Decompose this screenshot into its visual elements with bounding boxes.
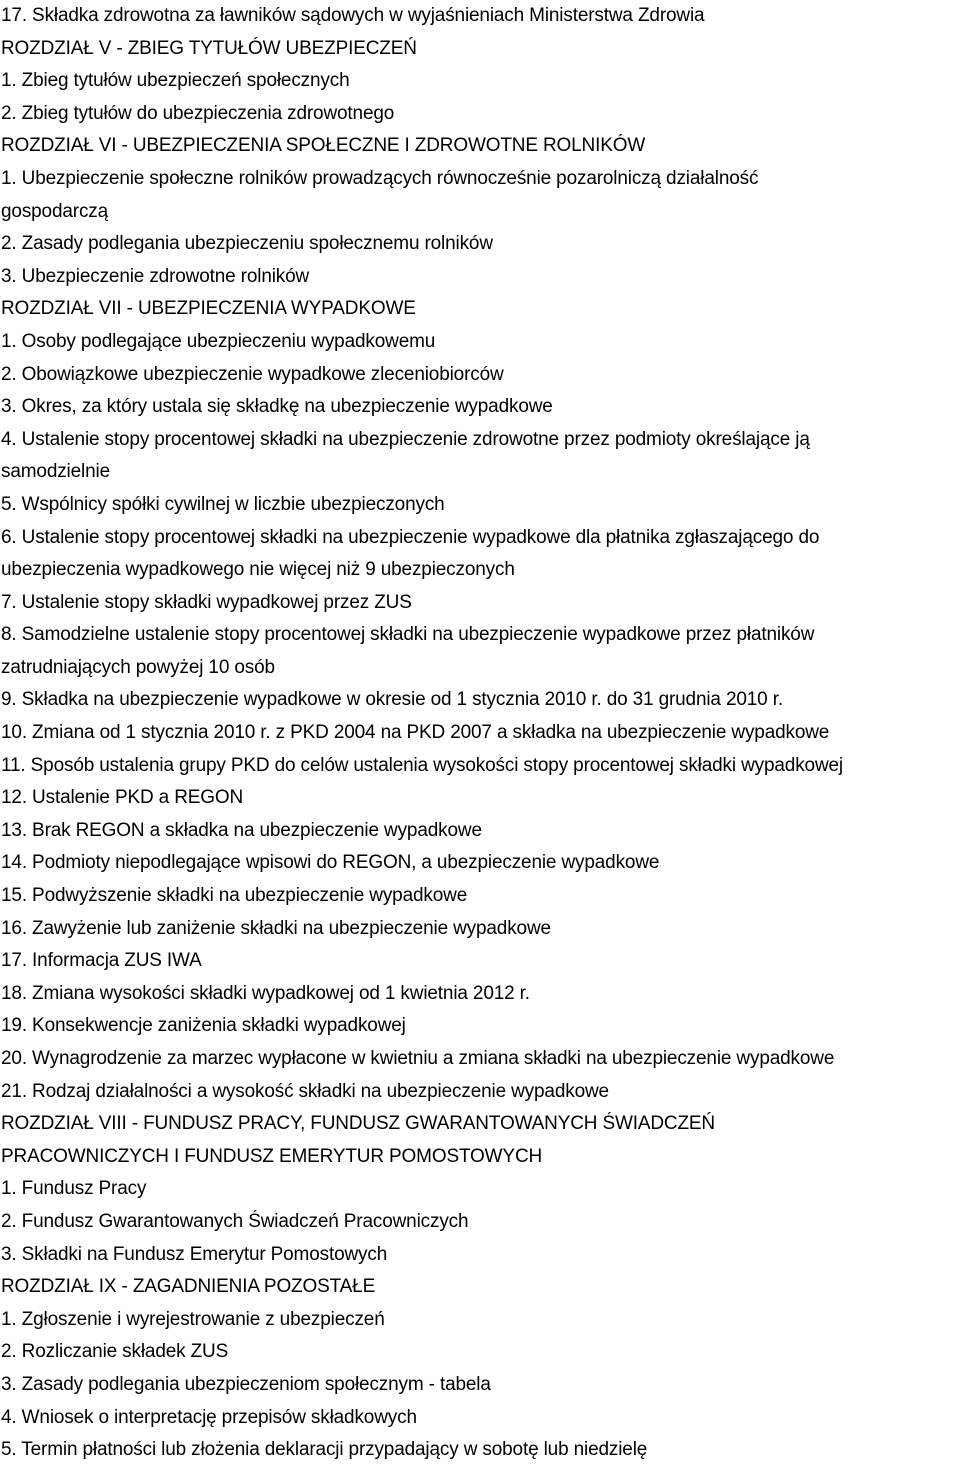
toc-entry: 1. Zbieg tytułów ubezpieczeń społecznych [1, 70, 350, 92]
toc-entry: 7. Ustalenie stopy składki wypadkowej przez ZUS [1, 591, 412, 613]
toc-entry: 3. Składki na Fundusz Emerytur Pomostowych [1, 1243, 388, 1265]
chapter-heading: ROZDZIAŁ VII - UBEZPIECZENIA WYPADKOWE [1, 298, 416, 320]
toc-entry: 1. Ubezpieczenie społeczne rolników prowadzących równocześnie pozarolniczą działalność [1, 167, 759, 189]
toc-entry: 14. Podmioty niepodlegające wpisowi do REGON, a ubezpieczenie wypadkowe [1, 852, 660, 874]
toc-entry: 2. Obowiązkowe ubezpieczenie wypadkowe zleceniobiorców [1, 363, 504, 385]
toc-entry-continuation: gospodarczą [1, 200, 109, 222]
toc-entry: 3. Zasady podlegania ubezpieczeniom społecznym - tabela [1, 1373, 491, 1395]
toc-entry: 6. Ustalenie stopy procentowej składki na ubezpieczenie wypadkowe dla płatnika zgłaszającego do [1, 526, 820, 548]
toc-entry: 2. Zasady podlegania ubezpieczeniu społecznemu rolników [1, 233, 493, 255]
chapter-heading: ROZDZIAŁ VIII - FUNDUSZ PRACY, FUNDUSZ GWARANTOWANYCH ŚWIADCZEŃ [1, 1113, 715, 1135]
toc-entry: 11. Sposób ustalenia grupy PKD do celów ustalenia wysokości stopy procentowej składki wypadkowej [1, 754, 843, 776]
toc-entry: 16. Zawyżenie lub zaniżenie składki na ubezpieczenie wypadkowe [1, 917, 551, 939]
toc-entry: 19. Konsekwencje zaniżenia składki wypadkowej [1, 1015, 406, 1037]
toc-entry: 20. Wynagrodzenie za marzec wypłacone w kwietniu a zmiana składki na ubezpieczenie wypadkowe [1, 1048, 835, 1069]
toc-entry-continuation: zatrudniających powyżej 10 osób [1, 656, 275, 678]
toc-entry: 10. Zmiana od 1 stycznia 2010 r. z PKD 2004 na PKD 2007 a składka na ubezpieczenie wypadkowe [1, 722, 830, 744]
chapter-heading: ROZDZIAŁ VI - UBEZPIECZENIA SPOŁECZNE I ZDROWOTNE ROLNIKÓW [1, 135, 646, 157]
toc-entry: 3. Ubezpieczenie zdrowotne rolników [1, 265, 310, 287]
toc-entry: 1. Zgłoszenie i wyrejestrowanie z ubezpieczeń [1, 1308, 385, 1330]
toc-entry-continuation: ubezpieczenia wypadkowego nie więcej niż 9 ubezpieczonych [1, 559, 515, 581]
toc-entry: 2. Rozliczanie składek ZUS [1, 1341, 229, 1363]
toc-entry: 12. Ustalenie PKD a REGON [1, 787, 244, 809]
toc-entry: 15. Podwyższenie składki na ubezpieczenie wypadkowe [1, 885, 468, 907]
toc-entry: 2. Zbieg tytułów do ubezpieczenia zdrowotnego [1, 102, 395, 124]
chapter-heading-continuation: PRACOWNICZYCH I FUNDUSZ EMERYTUR POMOSTOWYCH [1, 1145, 543, 1167]
toc-entry: 1. Osoby podlegające ubezpieczeniu wypadkowemu [1, 330, 436, 352]
toc-entry: 9. Składka na ubezpieczenie wypadkowe w okresie od 1 stycznia 2010 r. do 31 grudnia 2010 r. [1, 689, 783, 711]
toc-entry: 2. Fundusz Gwarantowanych Świadczeń Pracowniczych [1, 1210, 469, 1232]
toc-entry: 17. Składka zdrowotna za ławników sądowych w wyjaśnieniach Ministerstwa Zdrowia [1, 5, 705, 26]
toc-entry: 8. Samodzielne ustalenie stopy procentowej składki na ubezpieczenie wypadkowe przez płatników [1, 624, 815, 646]
toc-entry: 5. Termin płatności lub złożenia deklaracji przypadający w sobotę lub niedzielę [1, 1439, 648, 1461]
toc-entry-continuation: samodzielnie [1, 461, 110, 483]
chapter-heading: ROZDZIAŁ IX - ZAGADNIENIA POZOSTAŁE [1, 1276, 376, 1298]
toc-entry: 21. Rodzaj działalności a wysokość składki na ubezpieczenie wypadkowe [1, 1080, 609, 1102]
toc-entry: 5. Wspólnicy spółki cywilnej w liczbie ubezpieczonych [1, 493, 445, 515]
toc-entry: 1. Fundusz Pracy [1, 1178, 147, 1200]
table-of-contents [1, 0, 960, 1467]
chapter-heading: ROZDZIAŁ V - ZBIEG TYTUŁÓW UBEZPIECZEŃ [1, 37, 417, 59]
toc-entry: 17. Informacja ZUS IWA [1, 950, 202, 972]
toc-entry: 4. Ustalenie stopy procentowej składki na ubezpieczenie zdrowotne przez podmioty określające ją [1, 428, 810, 450]
toc-entry: 13. Brak REGON a składka na ubezpieczenie wypadkowe [1, 819, 482, 841]
toc-entry: 4. Wniosek o interpretację przepisów składkowych [1, 1406, 417, 1428]
toc-entry: 18. Zmiana wysokości składki wypadkowej od 1 kwietnia 2012 r. [1, 982, 530, 1004]
toc-entry: 3. Okres, za który ustala się składkę na ubezpieczenie wypadkowe [1, 396, 553, 418]
